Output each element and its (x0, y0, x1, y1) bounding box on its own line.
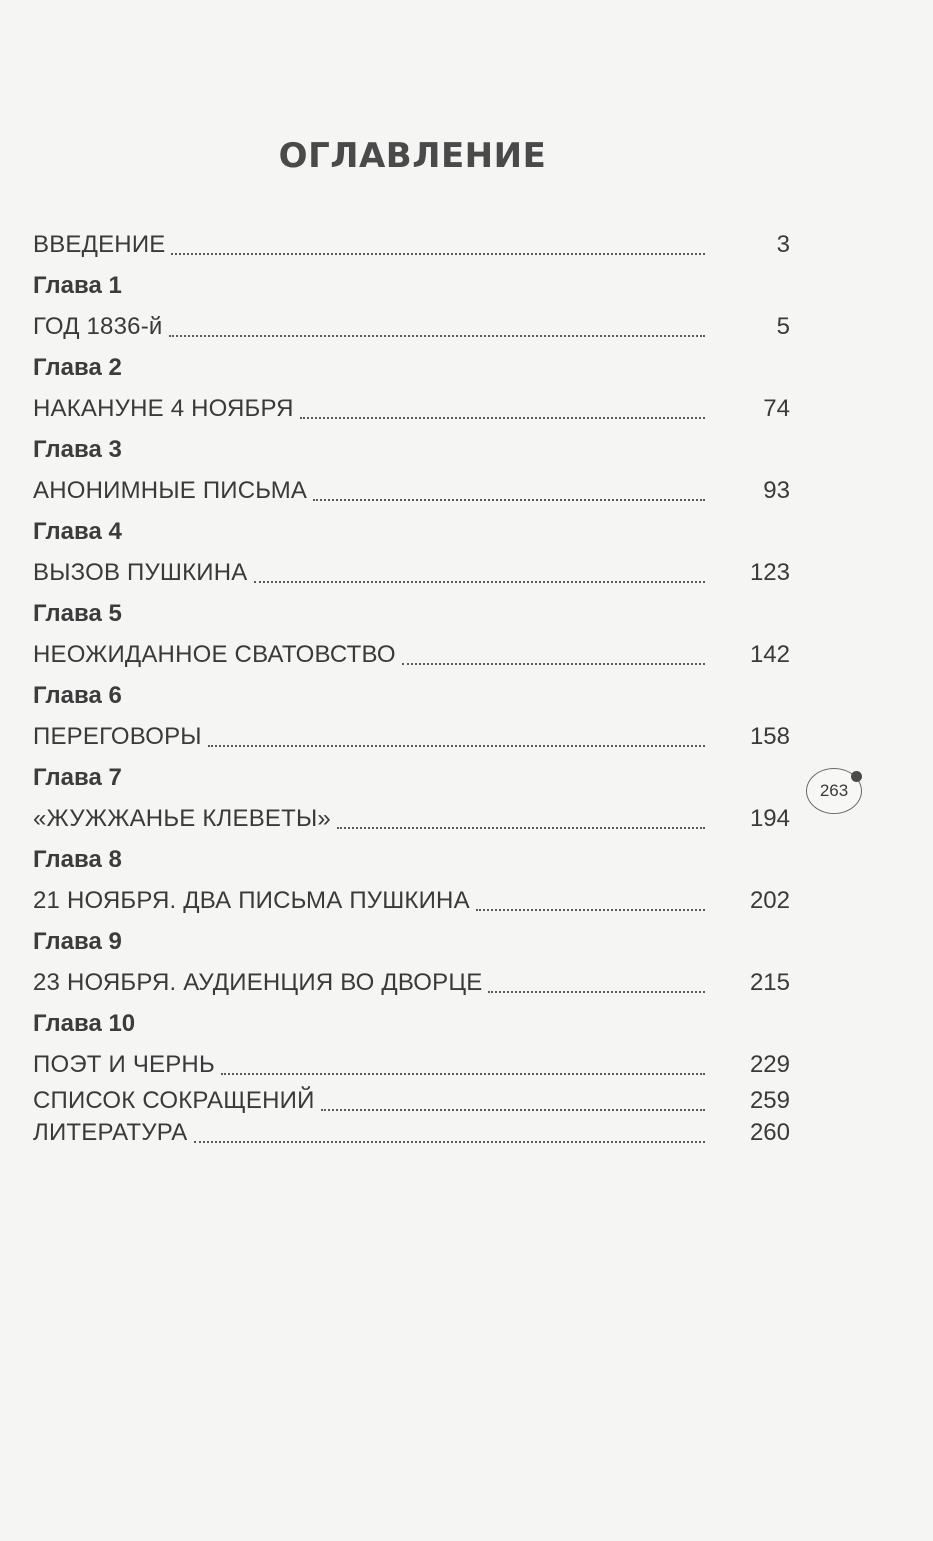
entry-title: НАКАНУНЕ 4 НОЯБРЯ (33, 395, 294, 422)
entry-page-number: 194 (749, 805, 790, 832)
entry-title: СПИСОК СОКРАЩЕНИЙ (33, 1087, 315, 1114)
entry-page-number: 123 (749, 559, 790, 586)
chapter-label: Глава 4 (33, 518, 122, 545)
entry-title: АНОНИМНЫЕ ПИСЬМА (33, 477, 308, 504)
toc-entry (33, 470, 790, 511)
dot-leader (171, 253, 705, 255)
entry-page-number: 229 (749, 1051, 790, 1078)
toc-entry (33, 388, 790, 429)
entry-page-number: 202 (749, 887, 790, 914)
entry-title: 21 НОЯБРЯ. ДВА ПИСЬМА ПУШКИНА (33, 887, 470, 914)
entry-page-number: 259 (749, 1087, 790, 1114)
entry-page-number: 5 (776, 313, 790, 340)
entry-page-number: 142 (749, 641, 790, 668)
dot-leader (337, 827, 705, 829)
dot-leader (208, 745, 705, 747)
dot-leader (254, 581, 705, 583)
toc-entry (33, 552, 790, 593)
entry-page-number: 260 (749, 1119, 790, 1146)
dot-leader (476, 909, 705, 911)
chapter-label: Глава 3 (33, 436, 122, 463)
toc-entry (33, 716, 790, 757)
entry-title: НЕОЖИДАННОЕ СВАТОВСТВО (33, 641, 396, 668)
entry-page-number: 215 (749, 969, 790, 996)
dot-leader (313, 499, 705, 501)
page-title: ОГЛАВЛЕНИЕ (278, 136, 547, 176)
dot-leader (300, 417, 705, 419)
chapter-label: Глава 1 (33, 272, 122, 299)
toc-entry (33, 224, 790, 265)
dot-leader (321, 1109, 705, 1111)
badge-dot-icon (851, 771, 862, 782)
dot-leader (402, 663, 705, 665)
toc-entry (33, 306, 790, 347)
dot-leader (169, 335, 705, 337)
dot-leader (221, 1073, 705, 1075)
entry-title: ВЫЗОВ ПУШКИНА (33, 559, 248, 586)
toc-entry (33, 634, 790, 675)
toc-entry (33, 1044, 790, 1085)
entry-title: «ЖУЖЖАНЬЕ КЛЕВЕТЫ» (33, 805, 331, 832)
chapter-label: Глава 9 (33, 928, 122, 955)
toc-entry (33, 880, 790, 921)
chapter-label: Глава 6 (33, 682, 122, 709)
toc-entry (33, 1117, 790, 1149)
dot-leader (488, 991, 705, 993)
chapter-label: Глава 2 (33, 354, 122, 381)
entry-page-number: 74 (763, 395, 790, 422)
entry-page-number: 158 (749, 723, 790, 750)
entry-title: ЛИТЕРАТУРА (33, 1119, 188, 1146)
page-number: 263 (819, 781, 849, 800)
entry-title: ПЕРЕГОВОРЫ (33, 723, 202, 750)
chapter-label: Глава 8 (33, 846, 122, 873)
dot-leader (194, 1141, 705, 1143)
entry-title: ПОЭТ И ЧЕРНЬ (33, 1051, 215, 1078)
entry-title: 23 НОЯБРЯ. АУДИЕНЦИЯ ВО ДВОРЦЕ (33, 969, 483, 996)
entry-title: ГОД 1836-й (33, 313, 163, 340)
entry-title: ВВЕДЕНИЕ (33, 231, 166, 258)
toc-entry (33, 962, 790, 1003)
chapter-label: Глава 5 (33, 600, 122, 627)
toc-entry (33, 1085, 790, 1117)
table-of-contents (33, 224, 790, 1149)
toc-entry (33, 798, 790, 839)
chapter-label: Глава 10 (33, 1010, 136, 1037)
chapter-label: Глава 7 (33, 764, 122, 791)
entry-page-number: 93 (763, 477, 790, 504)
entry-page-number: 3 (776, 231, 790, 258)
